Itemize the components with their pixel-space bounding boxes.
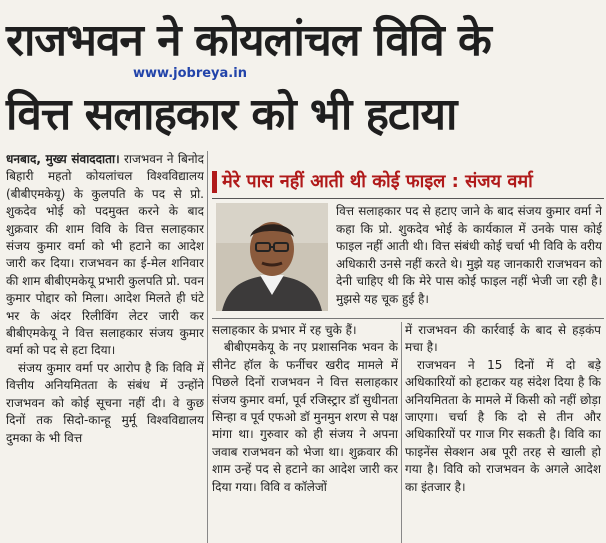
article-paragraph: सलाहकार के प्रभार में रह चुके हैं।: [212, 323, 357, 337]
article-column-2: [212, 322, 398, 543]
box-quote: वित्त सलाहकार पद से हटाए जाने के बाद संजय कुमार वर्मा ने कहा कि प्रो. शुकदेव भोई के कार्यकाल में उनके पास कोई फाइल नहीं आती थी। वित्त संबंधी कोई चर्चा भी विवि के वरीय अधिकारी उनसे नहीं करते थे। मुझे यह जानकारी राजभवन को देनी चाहिए थी कि मेरे पास कोई फाइल नहीं भेजी जा रही है। मुझसे यह चूक हुई है।: [336, 204, 602, 306]
article-column-3: [405, 322, 601, 543]
box-title: मेरे पास नहीं आती थी कोई फाइल : संजय वर्मा: [212, 168, 604, 196]
paragraph-text: राजभवन ने बिनोद बिहारी महतो कोयलांचल विश्वविद्यालय (बीबीएमकेयू) के कुलपति के पद से प्रो. शुकदेव भोई को पदमुक्त करने के बाद शुक्रवार की शाम विवि के वित्त सलाहकार संजय कुमार वर्मा को भी हटाने का आदेश जारी कर दिया। राजभवन का ई-मेल शनिवार की शाम बीबीएमकेयू प्रभारी कुलपति प्रो. पवन कुमार पोद्दार को मिला। आदेश मिलते ही घंटे भर के अंदर रिलीविंग लेटर जारी कर बीबीएमकेयू ने वित्त सलाहकार संजय कुमार वर्मा को पद से हटा दिया।: [6, 152, 204, 358]
byline: धनबाद, मुख्य संवाददाता।: [6, 152, 120, 166]
column-divider: [207, 151, 208, 543]
portrait-illustration: [216, 203, 328, 311]
article-paragraph: संजय कुमार वर्मा पर आरोप है कि विवि में वित्तीय अनियमितता के संबंध में उन्होंने राजभवन को कोई सूचना नहीं दी। वे कुछ दिनों तक सिदो-कान्हू मुर्मू विश्वविद्यालय दुमका के भी वित्त: [6, 360, 204, 445]
article-paragraph: [6, 151, 204, 360]
article-paragraph: में राजभवन की कार्रवाई के बाद से हड़कंप मचा है।: [405, 323, 601, 355]
watermark-url: www.jobreya.in: [133, 66, 247, 81]
portrait-photo: [216, 203, 328, 311]
article-paragraph: बीबीएमकेयू के नए प्रशासनिक भवन के सीनेट हॉल के फर्नीचर खरीद मामले में पिछले दिनों राजभवन ने वित्त सलाहकार संजय कुमार वर्मा, पूर्व रजिस्ट्रार डॉ सुधीनता सिन्हा व पूर्व एफओ डॉ मुनमुन शरण से पक्ष मांगा था। गुरुवार को ही संजय ने अपना जवाब राजभवन को भेजा था। शुक्रवार की शाम उन्हें पद से हटाने का आदेश जारी कर दिया गया। विवि व कॉलेजों: [212, 340, 398, 494]
article-paragraph: राजभवन ने 15 दिनों में दो बड़े अधिकारियों को हटाकर यह संदेश दिया है कि अनियमितता के मामले में किसी को नहीं छोड़ा जाएगा। चर्चा है कि दो से तीन और अधिकारियों पर गाज गिर सकती है। विवि का फाइनेंस सेक्शन अब पूरी तरह से खाली हो गया है। विवि को राजभवन के अगले आदेश का इंतजार है।: [405, 357, 601, 494]
column-divider: [401, 322, 402, 543]
article-column-1: [6, 151, 204, 543]
headline-line-2: वित्त सलाहकार को भी हटाया: [6, 89, 457, 140]
box-rule: [212, 198, 604, 199]
box-bottom-rule: [212, 318, 604, 319]
headline-line-1: राजभवन ने कोयलांचल विवि के: [6, 15, 491, 66]
